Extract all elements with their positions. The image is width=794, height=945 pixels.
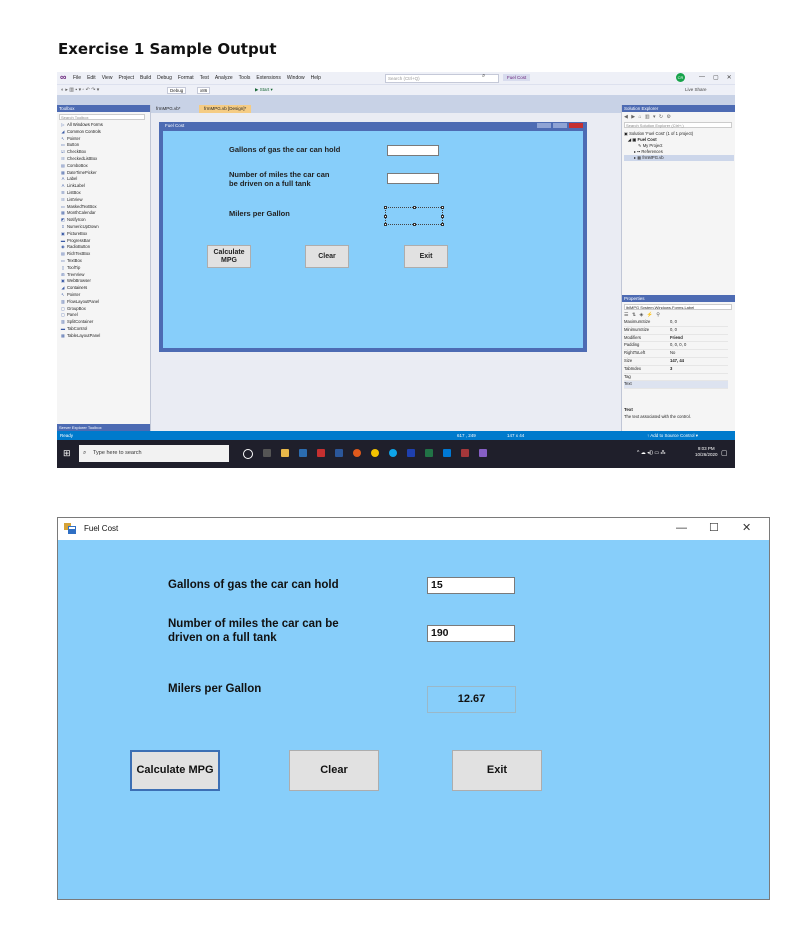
- property-row[interactable]: [624, 381, 728, 389]
- toolbox-panel: [57, 105, 151, 431]
- label-miles-line2: driven on a full tank: [168, 632, 277, 644]
- radiobutton-icon: ◉: [61, 244, 65, 250]
- picturebox-icon: ▣: [61, 230, 65, 236]
- menu-file[interactable]: File: [73, 75, 82, 81]
- menu-edit[interactable]: Edit: [87, 75, 96, 81]
- design-textbox-miles[interactable]: [387, 173, 439, 184]
- exercise-heading: Exercise 1 Sample Output: [58, 40, 277, 58]
- toolbox-item[interactable]: [59, 129, 145, 136]
- toolbox-list: [59, 122, 145, 340]
- checkbox-icon: ☑: [61, 149, 65, 155]
- design-label-miles-line1[interactable]: Number of miles the car can: [229, 170, 330, 179]
- outlook-icon[interactable]: [299, 449, 307, 457]
- store-icon[interactable]: [407, 449, 415, 457]
- menu-analyze[interactable]: Analyze: [214, 75, 233, 81]
- toolbox-item-label: All Windows Forms: [67, 122, 103, 127]
- property-value[interactable]: 3: [670, 365, 673, 371]
- datetimepicker-icon: ▦: [61, 169, 65, 175]
- tree-item[interactable]: [624, 155, 734, 161]
- design-calculate-button[interactable]: [207, 245, 251, 268]
- vs-menubar: [57, 72, 735, 84]
- property-value[interactable]: No: [670, 350, 676, 356]
- toolbox-item-label: MaskedTextBox: [67, 203, 97, 209]
- toolbox-item-label: LinkLabel: [67, 183, 85, 189]
- live-share-button[interactable]: Live Share: [685, 87, 707, 92]
- property-name: RightToLeft: [624, 350, 646, 356]
- menu-view[interactable]: View: [101, 75, 113, 81]
- properties-title: Properties: [622, 295, 735, 302]
- tree-item-label: My Project: [642, 143, 663, 148]
- toolbox-item[interactable]: [59, 190, 145, 197]
- property-name: MinimumSize: [624, 326, 650, 332]
- property-name: Text: [624, 381, 632, 387]
- toolbox-item-label: MonthCalendar: [67, 210, 96, 216]
- design-label-gallons[interactable]: Gallons of gas the car can hold: [229, 145, 341, 154]
- taskbar-clock[interactable]: [695, 446, 718, 458]
- toolbox-item-label: Containers: [67, 285, 88, 291]
- numericupdown-icon: ⇕: [61, 223, 65, 229]
- resize-handle[interactable]: [384, 223, 387, 226]
- minimize-icon: [537, 123, 551, 128]
- toolbox-item-label: TabControl: [67, 325, 88, 331]
- checkedlistbox-icon: ☷: [61, 155, 65, 161]
- menu-format[interactable]: Format: [177, 75, 194, 81]
- tooltip-icon: ▯: [61, 264, 65, 270]
- status-position: 617 , 249: [457, 433, 476, 438]
- vs-search-input[interactable]: Search (Ctrl+Q): [385, 74, 499, 83]
- property-value[interactable]: 0, 0: [670, 319, 677, 324]
- close-button[interactable]: ✕: [742, 522, 752, 534]
- listview-icon: ☷: [61, 196, 65, 202]
- toolbox-item[interactable]: [59, 176, 145, 183]
- toolbox-item[interactable]: [59, 285, 145, 292]
- tree-item-label: References: [641, 149, 663, 154]
- linklabel-icon: A: [61, 183, 65, 189]
- clock-time: 9:03 PM: [697, 446, 715, 451]
- design-form-client: [163, 131, 583, 348]
- menu-help[interactable]: Help: [310, 75, 321, 81]
- property-value[interactable]: [670, 374, 728, 381]
- excel-icon[interactable]: [425, 449, 433, 457]
- miles-input[interactable]: 190: [427, 625, 515, 642]
- toolbox-item[interactable]: [59, 272, 145, 279]
- cortana-icon[interactable]: [243, 449, 253, 459]
- document-tabs: [151, 105, 621, 113]
- pointer-icon: ↖: [61, 135, 65, 141]
- exit-button[interactable]: Exit: [452, 750, 542, 791]
- minimize-icon[interactable]: —: [699, 74, 705, 80]
- treeview-icon: ⊞: [61, 271, 65, 277]
- status-size: 147 x 44: [507, 433, 525, 438]
- word-icon[interactable]: [335, 449, 343, 457]
- toolbox-item-label: WebBrowser: [67, 278, 91, 284]
- powerpoint-icon[interactable]: [317, 449, 325, 457]
- resize-handle[interactable]: [441, 223, 444, 226]
- toolbox-item[interactable]: [59, 265, 145, 272]
- solution-explorer-panel: [621, 105, 735, 295]
- property-value[interactable]: 147, 44: [670, 357, 684, 363]
- tree-item-label: frmMPG.vb: [642, 155, 664, 160]
- toolbox-item[interactable]: [59, 238, 145, 245]
- toolbox-item[interactable]: [59, 333, 145, 340]
- menu-tools[interactable]: Tools: [238, 75, 251, 81]
- toolbox-item[interactable]: [59, 251, 145, 258]
- tree-item-label: Fuel Cost: [637, 137, 657, 142]
- toolbox-item[interactable]: [59, 170, 145, 177]
- toolbox-item-label: TextBox: [67, 257, 82, 263]
- access-icon[interactable]: [461, 449, 469, 457]
- clock-date: 10/26/2020: [695, 452, 718, 457]
- properties-toolbar[interactable]: ☰ ⇅ ◈ ⚡ ⚲: [624, 312, 661, 318]
- toolbox-item-label: GroupBox: [67, 305, 86, 311]
- solution-explorer-title: Solution Explorer: [622, 105, 735, 112]
- tablelayoutpanel-icon: ▦: [61, 332, 65, 338]
- toolbox-item-label: TreeView: [67, 271, 85, 277]
- button-icon: ▭: [61, 142, 65, 148]
- design-textbox-gallons[interactable]: [387, 145, 439, 156]
- firefox-icon[interactable]: [353, 449, 361, 457]
- design-exit-button[interactable]: Exit: [404, 245, 448, 268]
- label-gallons: Gallons of gas the car can hold: [168, 579, 339, 591]
- windows-taskbar: [57, 440, 735, 468]
- listbox-icon: ☰: [61, 189, 65, 195]
- start-button[interactable]: ▶ Start ▾: [255, 87, 273, 92]
- property-name: Size: [624, 357, 633, 363]
- toolbox-item-label: Label: [67, 176, 78, 182]
- maximize-icon[interactable]: ▢: [713, 75, 719, 81]
- toolbox-item-label: ComboBox: [67, 162, 88, 168]
- toolbox-item[interactable]: [59, 122, 145, 129]
- tabcontrol-icon: ▬: [60, 325, 66, 331]
- solution-explorer-search[interactable]: Search Solution Explorer (Ctrl+;): [624, 122, 732, 128]
- toolbox-item-label: CheckedListBox: [67, 155, 98, 161]
- project-icon: ◢ ▣: [628, 137, 638, 142]
- toolbox-item-label: PictureBox: [67, 230, 88, 236]
- property-row[interactable]: [624, 374, 728, 382]
- config-select[interactable]: Debug: [167, 87, 186, 94]
- clear-button[interactable]: Clear: [289, 750, 379, 791]
- toolbox-item-label: ListView: [67, 196, 83, 202]
- property-description: The text associated with the control.: [624, 414, 691, 419]
- references-icon: ▸ ▪▪: [634, 149, 642, 154]
- splitcontainer-icon: ▥: [61, 319, 65, 325]
- edge-icon[interactable]: [389, 449, 397, 457]
- maskedtextbox-icon: ▭: [61, 203, 65, 209]
- toolbox-item[interactable]: [59, 210, 145, 217]
- menu-build[interactable]: Build: [140, 75, 152, 81]
- collapse-icon: ◢: [61, 128, 65, 134]
- resize-handle[interactable]: [384, 215, 387, 218]
- pointer-icon: ↖: [61, 291, 65, 297]
- design-label-miles-line2[interactable]: be driven on a full tank: [229, 179, 311, 188]
- property-value[interactable]: 0, 0, 0, 0: [670, 342, 687, 348]
- webbrowser-icon: ▣: [61, 278, 65, 284]
- search-icon: ⌕: [83, 450, 87, 456]
- vs-solution-name: Fuel Cost: [503, 74, 530, 81]
- notification-icon[interactable]: ▢: [721, 450, 728, 457]
- design-clear-button[interactable]: Clear: [305, 245, 349, 268]
- status-ready: Ready: [60, 433, 74, 438]
- property-row[interactable]: [624, 342, 728, 350]
- design-selected-result-label[interactable]: [385, 207, 443, 225]
- close-icon: [569, 123, 583, 128]
- label-icon: A: [61, 176, 65, 182]
- design-label-mpg[interactable]: Milers per Gallon: [229, 209, 290, 218]
- toolbox-item[interactable]: [59, 204, 145, 211]
- vs-logo-icon: ∞: [60, 72, 67, 82]
- file-explorer-icon[interactable]: [281, 449, 289, 457]
- close-icon[interactable]: ✕: [726, 75, 732, 81]
- toolbox-item-label: DateTimePicker: [67, 169, 97, 175]
- combobox-icon: ▤: [61, 162, 65, 168]
- property-row[interactable]: [624, 350, 728, 358]
- toolbox-item-label: Button: [67, 142, 80, 148]
- design-form-window[interactable]: [159, 122, 587, 352]
- property-row[interactable]: [624, 327, 728, 335]
- menu-window[interactable]: Window: [286, 75, 305, 81]
- platform-select[interactable]: x86: [197, 87, 210, 94]
- solution-tree: [624, 131, 734, 161]
- property-value[interactable]: 0, 0: [670, 326, 677, 332]
- groupbox-icon: ▢: [61, 305, 65, 311]
- gallons-input[interactable]: 15: [427, 577, 515, 594]
- chrome-icon[interactable]: [371, 449, 379, 457]
- tab-code[interactable]: frmMPG.vb*: [156, 106, 181, 111]
- app-title-bar: [58, 518, 769, 540]
- toolbox-item[interactable]: [59, 217, 145, 224]
- property-row[interactable]: [624, 358, 728, 366]
- vs-status-bar: [57, 431, 735, 440]
- toolbox-item-label: ProgressBar: [67, 237, 91, 243]
- calculate-mpg-button[interactable]: Calculate MPG: [130, 750, 220, 791]
- taskbar-search-input[interactable]: Type here to search: [79, 445, 229, 462]
- resize-handle[interactable]: [413, 206, 416, 209]
- fuel-cost-app-window: [57, 517, 770, 900]
- toolbox-item-label: ToolTip: [67, 264, 81, 270]
- panel-icon: ▢: [61, 312, 65, 318]
- vs-menu: [73, 75, 321, 81]
- app-form-icon: [64, 523, 76, 534]
- tab-designer[interactable]: frmMPG.vb [Design]*: [199, 105, 251, 113]
- toolbox-item[interactable]: [59, 292, 145, 299]
- toolbox-item[interactable]: [59, 224, 145, 231]
- property-description-title: Text: [624, 407, 633, 412]
- toolbox-item-label: Panel: [67, 312, 78, 318]
- toolbox-item[interactable]: [59, 299, 145, 306]
- system-tray-icons[interactable]: ^ ☁ ◂)) ▭ ⁂: [637, 450, 666, 456]
- menu-project[interactable]: Project: [118, 75, 134, 81]
- collapse-icon: ◢: [61, 285, 65, 291]
- toolbox-item[interactable]: [59, 258, 145, 265]
- toolbox-item[interactable]: [59, 231, 145, 238]
- menu-test[interactable]: Test: [199, 75, 209, 81]
- toolbox-item-label: RadioButton: [67, 244, 91, 250]
- windows-start-icon[interactable]: ⊞: [63, 448, 71, 458]
- toolbox-item[interactable]: [59, 142, 145, 149]
- tree-item-label: Solution 'Fuel Cost' (1 of 1 project): [629, 131, 694, 136]
- toolbox-item[interactable]: [59, 312, 145, 319]
- vs-toolbar-row2: [57, 95, 735, 105]
- notifyicon-icon: ◩: [61, 217, 65, 223]
- solution-icon: ▣: [624, 131, 630, 136]
- solution-explorer-toolbar[interactable]: ◀ ▶ ⌂ ▥ ▾ ↻ ⚙: [624, 114, 672, 120]
- visual-studio-screenshot: [57, 72, 735, 468]
- toolbox-item-label: Common Controls: [67, 128, 101, 134]
- label-mpg: Milers per Gallon: [168, 683, 262, 695]
- toolbox-item[interactable]: [59, 306, 145, 313]
- maximize-icon: [553, 123, 567, 128]
- property-name: Tag: [624, 373, 631, 379]
- property-name: MaximumSize: [624, 319, 651, 324]
- form-designer: [151, 113, 621, 431]
- design-form-title: Fuel Cost: [165, 123, 185, 128]
- toolbox-item-label: FlowLayoutPanel: [67, 298, 100, 304]
- monthcalendar-icon: ▦: [61, 210, 65, 216]
- toolbox-item[interactable]: [59, 183, 145, 190]
- expand-icon: ▷: [61, 122, 65, 127]
- search-icon: ⌕: [482, 73, 486, 79]
- property-name: Padding: [624, 342, 640, 348]
- wrench-icon: ✎: [638, 143, 643, 148]
- toolbox-title: Toolbox: [57, 105, 150, 112]
- resize-handle[interactable]: [441, 206, 444, 209]
- properties-panel: [621, 295, 735, 431]
- avatar[interactable]: CR: [677, 75, 684, 80]
- toolbox-item-label: Pointer: [67, 291, 81, 297]
- toolbox-item[interactable]: [59, 278, 145, 285]
- toolbox-item-label: NotifyIcon: [67, 217, 86, 223]
- taskbar-app-icons: [243, 449, 487, 459]
- toolbox-item[interactable]: [59, 197, 145, 204]
- toolbox-item-label: CheckBox: [67, 149, 87, 155]
- add-source-control-button[interactable]: ↑ Add to Source Control ▾: [647, 433, 699, 438]
- form-file-icon: ▸ ▦: [634, 155, 643, 160]
- resize-handle[interactable]: [441, 215, 444, 218]
- label-miles-line1: Number of miles the car can be: [168, 618, 339, 630]
- maximize-button[interactable]: ☐: [709, 522, 719, 534]
- design-form-controls: [537, 123, 583, 128]
- resize-handle[interactable]: [384, 206, 387, 209]
- properties-object-select[interactable]: lblMPG System.Windows.Forms.Label: [624, 304, 732, 310]
- task-view-icon[interactable]: [263, 449, 271, 457]
- toolbox-item[interactable]: [59, 326, 145, 333]
- toolbox-item-label: ListBox: [67, 189, 81, 195]
- vs-window-controls: [699, 74, 732, 81]
- toolbox-item-label: NumericUpDown: [67, 223, 99, 229]
- mail-icon[interactable]: [443, 449, 451, 457]
- toolbox-item-label: SplitContainer: [67, 319, 94, 325]
- visual-studio-icon[interactable]: [479, 449, 487, 457]
- property-row[interactable]: [624, 366, 728, 374]
- toolbox-item[interactable]: [59, 244, 145, 251]
- toolbox-item[interactable]: [59, 163, 145, 170]
- properties-grid: [624, 319, 728, 389]
- resize-handle[interactable]: [413, 223, 416, 226]
- toolbar-icons[interactable]: ◐ ▸ ▥ ▪ ▾ ▫ ↶ ↷ ▾: [61, 87, 100, 93]
- property-name: TabIndex: [624, 365, 641, 371]
- toolbox-bottom-tabs[interactable]: Server Explorer Toolbox: [57, 424, 150, 431]
- property-name: Modifiers: [624, 334, 641, 340]
- toolbox-search-input[interactable]: Search Toolbox: [59, 114, 145, 120]
- property-row[interactable]: [624, 335, 728, 343]
- menu-debug[interactable]: Debug: [157, 75, 172, 81]
- toolbox-item[interactable]: [59, 319, 145, 326]
- toolbox-item[interactable]: [59, 136, 145, 143]
- mpg-result-label: 12.67: [427, 686, 516, 713]
- minimize-button[interactable]: —: [676, 522, 687, 534]
- toolbox-item[interactable]: [59, 149, 145, 156]
- app-title: Fuel Cost: [84, 524, 119, 533]
- progressbar-icon: ▬: [60, 237, 66, 243]
- toolbox-item[interactable]: [59, 156, 145, 163]
- property-value[interactable]: [670, 381, 728, 388]
- property-value[interactable]: Friend: [670, 334, 683, 340]
- menu-extensions[interactable]: Extensions: [256, 75, 281, 81]
- property-row[interactable]: [624, 319, 728, 327]
- textbox-icon: ▭: [61, 257, 65, 263]
- toolbox-item-label: TableLayoutPanel: [67, 332, 101, 338]
- flowlayoutpanel-icon: ▥: [61, 298, 65, 304]
- richtextbox-icon: ▤: [61, 251, 65, 257]
- toolbox-item-label: Pointer: [67, 135, 81, 141]
- design-calculate-label: Calculate MPG: [213, 248, 245, 264]
- toolbox-item-label: RichTextBox: [67, 251, 91, 257]
